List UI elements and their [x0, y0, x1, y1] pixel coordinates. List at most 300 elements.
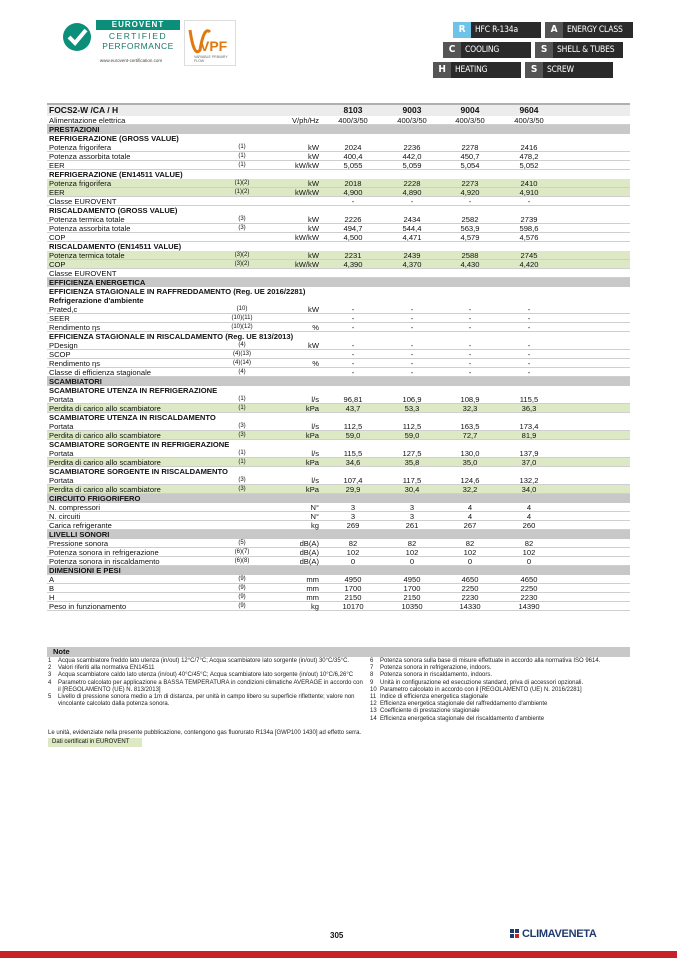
row-unit: mm — [306, 593, 319, 602]
row-label: SCAMBIATORE SORGENTE IN RISCALDAMENTO — [49, 467, 228, 476]
row-label: RISCALDAMENTO (GROSS VALUE) — [49, 206, 178, 215]
row-note-ref: (9) — [238, 594, 246, 600]
table-row — [47, 341, 630, 350]
row-unit: kW — [308, 152, 319, 161]
subsection-row — [47, 440, 630, 449]
note-text: Acqua scambiatore freddo lato utenza (in/out) 12°C/7°C; Acqua scambiatore lato sorgente (in/out) 30°C/35°C. — [58, 658, 350, 664]
eurovent-performance: PERFORMANCE — [102, 41, 174, 51]
table-row — [47, 359, 630, 368]
table-row — [47, 350, 630, 359]
note-text: Efficienza energetica stagionale del raffreddamento d'ambiente — [380, 701, 548, 708]
row-unit: l/s — [311, 476, 319, 485]
subsection-row — [47, 134, 630, 143]
row-label: Prated,c — [49, 305, 78, 314]
value-cell: - — [468, 341, 472, 350]
row-note-ref: (3)(2) — [234, 252, 250, 258]
table-row — [47, 395, 630, 404]
value-cell: 37,0 — [521, 458, 537, 467]
spec-table — [47, 105, 630, 611]
table-row — [47, 602, 630, 611]
value-cell: - — [527, 314, 531, 323]
value-cell: 102 — [405, 548, 419, 557]
value-cell: 127,5 — [402, 449, 422, 458]
energy-class-icon: A — [545, 22, 563, 38]
note-text: Livello di pressione sonora medio a 1m di distanza, per unità in campo libero su superficie riflettente; valore non vincolante calcolato dalla potenza sonora. — [58, 694, 355, 708]
row-label: A — [49, 575, 55, 584]
note-number: 3 — [48, 672, 52, 679]
value-cell: 4,390 — [343, 260, 363, 269]
subsection-row — [47, 287, 630, 296]
table-row — [47, 521, 630, 530]
screw-icon: S — [525, 62, 543, 78]
row-label: H — [49, 593, 55, 602]
feature-badges — [433, 22, 633, 80]
value-cell: 2250 — [461, 584, 479, 593]
value-cell: 82 — [465, 539, 475, 548]
value-cell: - — [351, 341, 355, 350]
value-cell: 124,6 — [460, 476, 480, 485]
table-row — [47, 197, 630, 206]
note-text: Potenza sonora in riscaldamento, indoors. — [380, 672, 493, 679]
row-unit: kW/kW — [294, 260, 319, 269]
row-note-ref: (6)(7) — [234, 549, 250, 555]
row-label: SCOP — [49, 350, 71, 359]
badge-heating: H HEATING — [433, 62, 521, 78]
row-unit: N° — [310, 512, 319, 521]
table-row — [47, 449, 630, 458]
table-row — [47, 323, 630, 332]
row-note-ref: (1)(2) — [234, 180, 250, 186]
row-note-ref: (1) — [238, 162, 246, 168]
value-cell: - — [527, 350, 531, 359]
page-number: 305 — [330, 931, 344, 940]
value-cell: 3 — [409, 512, 415, 521]
value-cell: - — [468, 350, 472, 359]
table-row — [47, 152, 630, 161]
value-cell: 36,3 — [521, 404, 537, 413]
row-label: B — [49, 584, 55, 593]
row-label: EFFICIENZA ENERGETICA — [49, 278, 146, 287]
table-row — [47, 233, 630, 242]
note-text: Unità in configurazione ed esecuzione standard, priva di accessori opzionali. — [380, 679, 584, 686]
value-cell: 4,579 — [460, 233, 480, 242]
value-cell: - — [527, 197, 531, 206]
value-cell: 108,9 — [460, 395, 480, 404]
row-label: Portata — [49, 422, 74, 431]
section-row — [47, 125, 630, 134]
row-unit: mm — [306, 584, 319, 593]
note-number: 4 — [48, 679, 52, 686]
subsection-row — [47, 242, 630, 251]
section-row — [47, 530, 630, 539]
row-note-ref: (1)(2) — [234, 189, 250, 195]
row-label: Peso in funzionamento — [49, 602, 127, 611]
note-number: 11 — [370, 694, 377, 701]
row-unit: kg — [310, 521, 319, 530]
value-cell: 59,0 — [404, 431, 420, 440]
value-cell: 400/3/50 — [514, 116, 544, 125]
value-cell: 130,0 — [460, 449, 480, 458]
value-cell: - — [351, 305, 355, 314]
row-note-ref: (1) — [238, 459, 246, 465]
value-cell: 5,052 — [519, 161, 539, 170]
row-label: Refrigerazione d'ambiente — [49, 296, 144, 305]
row-label: Classe EUROVENT — [49, 197, 117, 206]
value-cell: 400/3/50 — [397, 116, 427, 125]
note-item — [370, 672, 632, 679]
eurovent-certified-legend: Dati certificati in EUROVENT — [48, 738, 142, 747]
value-cell: 450,7 — [460, 152, 480, 161]
badge-shell-tubes: S SHELL & TUBES — [535, 42, 623, 58]
value-cell: 4,900 — [343, 188, 363, 197]
value-cell: 35,8 — [404, 458, 420, 467]
value-cell: 4,576 — [519, 233, 539, 242]
eurovent-check-icon — [62, 20, 92, 58]
value-cell: 115,5 — [343, 449, 363, 458]
value-cell: 3 — [350, 512, 356, 521]
value-cell: - — [527, 323, 531, 332]
row-label: CIRCUITO FRIGORIFERO — [49, 494, 141, 503]
value-cell: 30,4 — [404, 485, 420, 494]
row-label: EER — [49, 188, 65, 197]
row-note-ref: (4) — [238, 342, 246, 348]
value-cell: - — [468, 197, 472, 206]
row-label: REFRIGERAZIONE (GROSS VALUE) — [49, 134, 179, 143]
value-cell: 81,9 — [521, 431, 537, 440]
value-cell: 2739 — [520, 215, 538, 224]
row-unit: kW — [308, 341, 319, 350]
row-label: COP — [49, 260, 66, 269]
value-cell: 4650 — [461, 575, 479, 584]
value-cell: 1700 — [344, 584, 362, 593]
value-cell: - — [351, 350, 355, 359]
value-cell: 53,3 — [404, 404, 420, 413]
row-note-ref: (4)(13) — [232, 351, 251, 357]
value-cell: 2018 — [344, 179, 362, 188]
subsection-row — [47, 467, 630, 476]
table-row — [47, 539, 630, 548]
row-label: Carica refrigerante — [49, 521, 112, 530]
row-note-ref: (3)(2) — [234, 261, 250, 267]
note-number: 10 — [370, 686, 377, 693]
row-note-ref: (4)(14) — [232, 360, 251, 366]
value-cell: 2231 — [344, 251, 362, 260]
value-cell: 400/3/50 — [338, 116, 368, 125]
row-note-ref: (9) — [238, 603, 246, 609]
value-cell: - — [410, 323, 414, 332]
badge-energy-class: A ENERGY CLASS — [545, 22, 633, 38]
row-label: LIVELLI SONORI — [49, 530, 110, 539]
badge-refrigerant: R HFC R-134a — [453, 22, 541, 38]
table-row — [47, 512, 630, 521]
row-unit: kW — [308, 224, 319, 233]
row-note-ref: (3) — [238, 216, 246, 222]
note-number: 2 — [48, 665, 52, 672]
value-cell: 59,0 — [345, 431, 361, 440]
row-unit: % — [312, 359, 319, 368]
row-label: N. compressori — [49, 503, 101, 512]
table-row — [47, 431, 630, 440]
value-cell: - — [468, 305, 472, 314]
value-cell: 598,6 — [519, 224, 539, 233]
row-unit: kW — [308, 305, 319, 314]
table-row — [47, 179, 630, 188]
value-cell: 14390 — [518, 602, 540, 611]
value-cell: 563,9 — [460, 224, 480, 233]
value-cell: 2236 — [403, 143, 421, 152]
value-cell: 400,4 — [343, 152, 363, 161]
notes-header: Note — [47, 647, 630, 657]
value-cell: 4950 — [403, 575, 421, 584]
climaveneta-logo-icon — [510, 929, 520, 939]
value-cell: 2150 — [344, 593, 362, 602]
value-cell: - — [410, 359, 414, 368]
eurovent-certified: CERTIFIED — [108, 31, 168, 41]
value-cell: 1700 — [403, 584, 421, 593]
value-cell: - — [351, 323, 355, 332]
value-cell: 4650 — [520, 575, 538, 584]
row-label: EER — [49, 161, 65, 170]
cooling-icon: C — [443, 42, 461, 58]
value-cell: 442,0 — [402, 152, 422, 161]
value-cell: 0 — [350, 557, 356, 566]
value-cell: - — [410, 197, 414, 206]
model-title: FOCS2-W /CA / H — [49, 105, 119, 115]
note-item — [370, 687, 632, 694]
row-label: Perdita di carico allo scambiatore — [49, 431, 161, 440]
eurovent-url: www.eurovent-certification.com — [99, 58, 163, 63]
row-note-ref: (6)(8) — [234, 558, 250, 564]
row-label: Rendimento ηs — [49, 359, 101, 368]
vpf-label: VPF — [200, 38, 228, 54]
value-cell: 2230 — [461, 593, 479, 602]
row-unit: kW — [308, 179, 319, 188]
badge-screw: S SCREW — [525, 62, 613, 78]
value-cell: 102 — [463, 548, 477, 557]
value-cell: - — [410, 341, 414, 350]
table-row — [47, 458, 630, 467]
value-cell: 2278 — [461, 143, 479, 152]
section-row — [47, 278, 630, 287]
value-cell: 5,059 — [402, 161, 422, 170]
table-row — [47, 485, 630, 494]
table-row — [47, 269, 630, 278]
value-cell: 4950 — [344, 575, 362, 584]
value-cell: - — [468, 323, 472, 332]
table-row — [47, 584, 630, 593]
value-cell: 2745 — [520, 251, 538, 260]
subsection-row — [47, 332, 630, 341]
row-label: Perdita di carico allo scambiatore — [49, 404, 161, 413]
value-cell: 29,9 — [345, 485, 361, 494]
table-row — [47, 161, 630, 170]
value-cell: 35,0 — [462, 458, 478, 467]
value-cell: 269 — [346, 521, 360, 530]
value-cell: 4,910 — [519, 188, 539, 197]
value-cell: - — [527, 368, 531, 377]
value-cell: 82 — [348, 539, 358, 548]
value-cell: 34,6 — [345, 458, 361, 467]
table-row — [47, 215, 630, 224]
value-cell: 112,5 — [343, 422, 363, 431]
value-cell: 267 — [463, 521, 477, 530]
row-unit: mm — [306, 575, 319, 584]
value-cell: 2588 — [461, 251, 479, 260]
row-unit: kPa — [305, 404, 319, 413]
value-cell: - — [351, 197, 355, 206]
footer-red-bar — [0, 951, 677, 958]
row-note-ref: (4) — [238, 369, 246, 375]
row-unit: dB(A) — [299, 548, 319, 557]
badge-cooling: C COOLING — [443, 42, 531, 58]
row-note-ref: (5) — [238, 540, 246, 546]
row-unit: % — [312, 323, 319, 332]
note-text: Efficienza energetica stagionale del riscaldamento d'ambiente — [380, 715, 545, 722]
value-cell: 2150 — [403, 593, 421, 602]
row-label: Alimentazione elettrica — [49, 116, 126, 125]
value-cell: 4 — [467, 503, 473, 512]
row-unit: kW/kW — [294, 161, 319, 170]
row-note-ref: (10) — [236, 306, 248, 312]
row-note-ref: (3) — [238, 432, 246, 438]
row-label: Pressione sonora — [49, 539, 109, 548]
gas-disclaimer: Le unità, evidenziate nella presente pubblicazione, contengono gas fluorurato R134a [GWP100 1430] ad effetto serra. — [48, 730, 362, 736]
value-cell: 0 — [467, 557, 473, 566]
value-cell: 0 — [526, 557, 532, 566]
value-cell: 4,370 — [402, 260, 422, 269]
row-unit: dB(A) — [299, 539, 319, 548]
note-item — [370, 716, 632, 723]
note-item — [370, 708, 632, 715]
note-item — [370, 665, 632, 672]
row-label: REFRIGERAZIONE (EN14511 VALUE) — [49, 170, 183, 179]
notes-left-column — [48, 658, 366, 708]
note-item — [48, 694, 366, 708]
value-cell: - — [527, 341, 531, 350]
value-cell: 2024 — [344, 143, 362, 152]
row-label: Potenza frigorifera — [49, 143, 112, 152]
row-label: Potenza assorbita totale — [49, 224, 131, 233]
value-cell: 106,9 — [402, 395, 422, 404]
value-cell: 4 — [467, 512, 473, 521]
value-cell: 4,890 — [402, 188, 422, 197]
row-label: EFFICIENZA STAGIONALE IN RAFFREDDAMENTO (Reg. UE 2016/2281) — [49, 287, 306, 296]
section-row — [47, 377, 630, 386]
row-label: SCAMBIATORE UTENZA IN REFRIGERAZIONE — [49, 386, 218, 395]
table-row — [47, 575, 630, 584]
note-number: 12 — [370, 701, 377, 708]
row-label: Classe di efficienza stagionale — [49, 368, 152, 377]
row-note-ref: (9) — [238, 585, 246, 591]
table-row — [47, 116, 630, 125]
value-cell: 163,5 — [460, 422, 480, 431]
note-number: 6 — [370, 658, 374, 664]
row-unit: kPa — [305, 431, 319, 440]
table-row — [47, 251, 630, 260]
note-text: Coefficiente di prestazione stagionale — [380, 708, 480, 715]
row-label: Potenza sonora in riscaldamento — [49, 557, 160, 566]
table-row — [47, 548, 630, 557]
value-cell: 4,420 — [519, 260, 539, 269]
value-cell: 2434 — [403, 215, 421, 224]
value-cell: 43,7 — [345, 404, 361, 413]
value-cell: 10350 — [401, 602, 423, 611]
value-cell: 2230 — [520, 593, 538, 602]
row-note-ref: (3) — [238, 423, 246, 429]
value-cell: 10170 — [342, 602, 364, 611]
row-label: PDesign — [49, 341, 78, 350]
value-cell: 173,4 — [519, 422, 539, 431]
note-text: Potenza sonora sulla base di misure effettuate in accordo alla normativa ISO 9614. — [380, 658, 601, 664]
value-cell: 478,2 — [519, 152, 539, 161]
note-text: Valori riferiti alla normativa EN14511 — [58, 665, 155, 672]
row-label: Potenza sonora in refrigerazione — [49, 548, 159, 557]
value-cell: 2226 — [344, 215, 362, 224]
row-unit: N° — [310, 503, 319, 512]
table-row — [47, 476, 630, 485]
value-cell: 112,5 — [402, 422, 422, 431]
row-label: N. circuiti — [49, 512, 81, 521]
value-cell: - — [410, 305, 414, 314]
value-cell: 2250 — [520, 584, 538, 593]
value-cell: 494,7 — [343, 224, 363, 233]
value-cell: 4,500 — [343, 233, 363, 242]
value-cell: - — [527, 359, 531, 368]
row-unit: V/ph/Hz — [291, 116, 319, 125]
value-cell: 0 — [409, 557, 415, 566]
row-note-ref: (1) — [238, 450, 246, 456]
value-cell: 117,5 — [402, 476, 422, 485]
table-row — [47, 143, 630, 152]
value-cell: 72,7 — [462, 431, 478, 440]
value-cell: 2582 — [461, 215, 479, 224]
row-label: SCAMBIATORE UTENZA IN RISCALDAMENTO — [49, 413, 216, 422]
note-item — [370, 694, 632, 701]
value-cell: 5,054 — [460, 161, 480, 170]
value-cell: - — [468, 314, 472, 323]
refrigerant-icon: R — [453, 22, 471, 38]
note-item — [370, 658, 632, 665]
note-number: 8 — [370, 672, 374, 679]
row-unit: kW — [308, 143, 319, 152]
value-cell: 32,3 — [462, 404, 478, 413]
value-cell: 137,9 — [519, 449, 539, 458]
brand-logo: CLIMAVENETA — [522, 928, 597, 940]
note-text: Indice di efficienza energetica stagionale — [380, 694, 488, 701]
value-cell: 4,471 — [402, 233, 422, 242]
value-cell: - — [468, 359, 472, 368]
row-label: Rendimento ηs — [49, 323, 101, 332]
note-item — [48, 672, 366, 679]
vpf-logo — [184, 20, 236, 66]
row-unit: kPa — [305, 458, 319, 467]
note-item — [370, 680, 632, 687]
subsection-row — [47, 206, 630, 215]
row-label: SCAMBIATORI — [49, 377, 102, 386]
note-number: 14 — [370, 715, 377, 722]
row-unit: kg — [310, 602, 319, 611]
table-row — [47, 368, 630, 377]
subsection-row — [47, 170, 630, 179]
row-label: DIMENSIONI E PESI — [49, 566, 121, 575]
subsection-row — [47, 413, 630, 422]
value-cell: 4,430 — [460, 260, 480, 269]
shell-tubes-icon: S — [535, 42, 553, 58]
row-label: Perdita di carico allo scambiatore — [49, 458, 161, 467]
value-cell: - — [527, 305, 531, 314]
eurovent-title: EUROVENT — [96, 20, 180, 30]
page-header — [0, 0, 677, 90]
